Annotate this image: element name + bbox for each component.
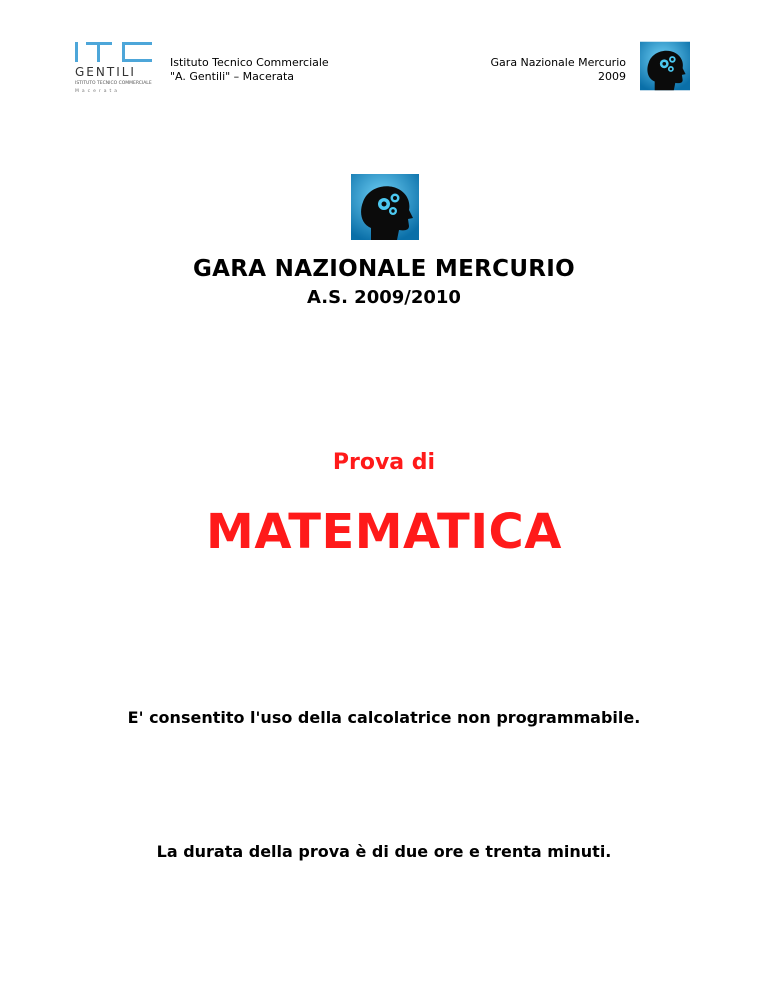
svg-text:GENTILI: GENTILI [75,65,136,79]
competition-title: GARA NAZIONALE MERCURIO [192,256,576,282]
head-gears-icon [640,41,690,91]
svg-text:Macerata: Macerata [75,89,121,94]
calculator-note: E' consentito l'uso della calcolatrice non programmabile. [127,708,641,727]
prova-label: Prova di [332,450,436,475]
school-year: A.S. 2009/2010 [307,287,461,308]
header-institute-line1: Istituto Tecnico Commerciale [170,56,329,69]
header-institute [170,56,329,84]
header-event-line2: 2009 [598,70,626,83]
header-institute-line2: "A. Gentili" – Macerata [170,70,295,83]
svg-text:ISTITUTO TECNICO COMMERCIALE: ISTITUTO TECNICO COMMERCIALE [75,81,152,86]
itc-gentili-logo [72,40,156,94]
head-gears-icon [351,174,419,240]
header-event [491,56,626,84]
duration-note: La durata della prova è di due ore e trenta minuti. [156,842,612,861]
subject-title: MATEMATICA [206,504,562,560]
header-event-line1: Gara Nazionale Mercurio [490,56,626,69]
